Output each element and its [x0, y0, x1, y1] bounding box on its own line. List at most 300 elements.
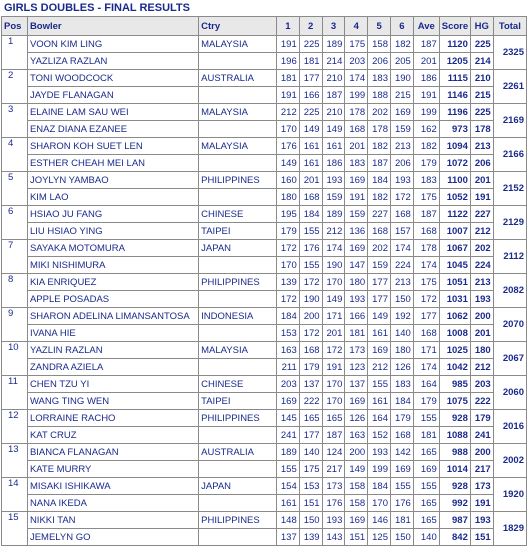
bowler-name-cell: ENAZ DIANA EZANEE [27, 121, 198, 138]
average-cell: 174 [413, 359, 439, 376]
game-4-cell: 123 [345, 359, 368, 376]
position-cell: 13 [2, 444, 28, 478]
game-2-cell: 177 [299, 70, 322, 87]
position-cell: 12 [2, 410, 28, 444]
position-cell: 8 [2, 274, 28, 308]
average-cell: 155 [413, 410, 439, 427]
game-3-cell: 187 [322, 87, 345, 104]
game-3-cell: 189 [322, 206, 345, 223]
game-4-cell: 191 [345, 189, 368, 206]
game-2-cell: 168 [299, 189, 322, 206]
game-2-cell: 155 [299, 223, 322, 240]
country-cell: PHILIPPINES [199, 410, 277, 427]
score-cell: 987 [439, 512, 470, 529]
score-cell: 1088 [439, 427, 470, 444]
country-cell: MALAYSIA [199, 138, 277, 155]
bowler-name-cell: LORRAINE RACHO [27, 410, 198, 427]
game-5-cell: 169 [368, 342, 391, 359]
game-3-cell: 187 [322, 427, 345, 444]
game-1-cell: 154 [276, 478, 299, 495]
game-3-cell: 193 [322, 172, 345, 189]
game-3-cell: 149 [322, 121, 345, 138]
game-4-cell: 200 [345, 444, 368, 461]
game-2-cell: 175 [299, 461, 322, 478]
game-3-cell: 165 [322, 410, 345, 427]
game-1-cell: 148 [276, 512, 299, 529]
country-cell: PHILIPPINES [199, 274, 277, 291]
team-total-cell: 2129 [493, 206, 526, 240]
game-6-cell: 181 [391, 512, 414, 529]
table-row [2, 70, 527, 87]
game-2-cell: 200 [299, 308, 322, 325]
game-3-cell: 159 [322, 189, 345, 206]
game-6-cell: 150 [391, 529, 414, 546]
game-3-cell: 193 [322, 512, 345, 529]
average-cell: 174 [413, 257, 439, 274]
bowler-name-cell: KAT CRUZ [27, 427, 198, 444]
high-game-cell: 178 [470, 121, 493, 138]
score-cell: 1067 [439, 240, 470, 257]
average-cell: 168 [413, 325, 439, 342]
game-6-cell: 205 [391, 53, 414, 70]
score-cell: 928 [439, 410, 470, 427]
position-cell: 2 [2, 70, 28, 104]
game-1-cell: 149 [276, 155, 299, 172]
game-5-cell: 184 [368, 172, 391, 189]
game-5-cell: 168 [368, 223, 391, 240]
table-row [2, 325, 527, 342]
high-game-cell: 151 [470, 529, 493, 546]
average-cell: 179 [413, 155, 439, 172]
bowler-name-cell: NIKKI TAN [27, 512, 198, 529]
average-cell: 165 [413, 444, 439, 461]
col-header-hg: HG [470, 17, 493, 36]
game-6-cell: 157 [391, 223, 414, 240]
average-cell: 183 [413, 172, 439, 189]
game-1-cell: 191 [276, 36, 299, 53]
country-cell: CHINESE [199, 376, 277, 393]
col-header-game-6: 6 [391, 17, 414, 36]
table-row [2, 104, 527, 121]
table-row [2, 87, 527, 104]
country-cell: PHILIPPINES [199, 172, 277, 189]
average-cell: 199 [413, 104, 439, 121]
results-table [1, 16, 527, 546]
game-6-cell: 184 [391, 393, 414, 410]
table-row [2, 240, 527, 257]
average-cell: 182 [413, 138, 439, 155]
team-total-cell: 2060 [493, 376, 526, 410]
score-cell: 1007 [439, 223, 470, 240]
score-cell: 1031 [439, 291, 470, 308]
col-header-ctry: Ctry [199, 17, 277, 36]
game-3-cell: 189 [322, 36, 345, 53]
game-4-cell: 151 [345, 529, 368, 546]
col-header-total: Total [493, 17, 526, 36]
bowler-name-cell: YAZLIN RAZLAN [27, 342, 198, 359]
game-2-cell: 140 [299, 444, 322, 461]
header-row [2, 17, 527, 36]
country-cell [199, 359, 277, 376]
game-6-cell: 213 [391, 274, 414, 291]
game-6-cell: 183 [391, 376, 414, 393]
game-3-cell: 217 [322, 461, 345, 478]
game-1-cell: 161 [276, 495, 299, 512]
bowler-name-cell: KIM LAO [27, 189, 198, 206]
game-5-cell: 149 [368, 308, 391, 325]
game-5-cell: 170 [368, 495, 391, 512]
game-1-cell: 153 [276, 325, 299, 342]
high-game-cell: 201 [470, 172, 493, 189]
position-cell: 6 [2, 206, 28, 240]
score-cell: 1052 [439, 189, 470, 206]
average-cell: 171 [413, 342, 439, 359]
game-4-cell: 175 [345, 36, 368, 53]
game-6-cell: 179 [391, 410, 414, 427]
country-cell [199, 121, 277, 138]
game-5-cell: 177 [368, 291, 391, 308]
game-3-cell: 210 [322, 70, 345, 87]
bowler-name-cell: SAYAKA MOTOMURA [27, 240, 198, 257]
game-5-cell: 202 [368, 240, 391, 257]
game-3-cell: 190 [322, 257, 345, 274]
game-5-cell: 199 [368, 461, 391, 478]
bowler-name-cell: BIANCA FLANAGAN [27, 444, 198, 461]
results-title: GIRLS DOUBLES - FINAL RESULTS [4, 2, 190, 14]
game-6-cell: 155 [391, 478, 414, 495]
game-4-cell: 166 [345, 308, 368, 325]
game-5-cell: 202 [368, 104, 391, 121]
table-row [2, 376, 527, 393]
game-2-cell: 225 [299, 36, 322, 53]
country-cell [199, 189, 277, 206]
table-row [2, 427, 527, 444]
game-1-cell: 172 [276, 240, 299, 257]
game-6-cell: 224 [391, 257, 414, 274]
game-1-cell: 203 [276, 376, 299, 393]
game-5-cell: 188 [368, 87, 391, 104]
game-1-cell: 212 [276, 104, 299, 121]
team-total-cell: 2325 [493, 36, 526, 70]
high-game-cell: 193 [470, 291, 493, 308]
game-2-cell: 184 [299, 206, 322, 223]
game-4-cell: 147 [345, 257, 368, 274]
high-game-cell: 191 [470, 495, 493, 512]
game-3-cell: 161 [322, 138, 345, 155]
game-2-cell: 225 [299, 104, 322, 121]
bowler-name-cell: SHARON KOH SUET LEN [27, 138, 198, 155]
game-1-cell: 137 [276, 529, 299, 546]
score-cell: 928 [439, 478, 470, 495]
country-cell: JAPAN [199, 240, 277, 257]
game-5-cell: 227 [368, 206, 391, 223]
bowler-name-cell: APPLE POSADAS [27, 291, 198, 308]
game-1-cell: 176 [276, 138, 299, 155]
country-cell [199, 495, 277, 512]
game-2-cell: 190 [299, 291, 322, 308]
game-5-cell: 158 [368, 36, 391, 53]
game-2-cell: 168 [299, 342, 322, 359]
team-total-cell: 2002 [493, 444, 526, 478]
game-5-cell: 161 [368, 325, 391, 342]
game-4-cell: 201 [345, 138, 368, 155]
bowler-name-cell: ELAINE LAM SAU WEI [27, 104, 198, 121]
game-3-cell: 170 [322, 274, 345, 291]
score-cell: 1072 [439, 155, 470, 172]
game-6-cell: 180 [391, 342, 414, 359]
game-5-cell: 182 [368, 138, 391, 155]
country-cell [199, 257, 277, 274]
game-4-cell: 158 [345, 478, 368, 495]
team-total-cell: 2016 [493, 410, 526, 444]
table-row [2, 189, 527, 206]
average-cell: 187 [413, 206, 439, 223]
game-4-cell: 173 [345, 342, 368, 359]
game-5-cell: 182 [368, 189, 391, 206]
game-4-cell: 199 [345, 87, 368, 104]
game-1-cell: 172 [276, 291, 299, 308]
game-2-cell: 137 [299, 376, 322, 393]
game-1-cell: 179 [276, 223, 299, 240]
game-6-cell: 140 [391, 325, 414, 342]
game-5-cell: 146 [368, 512, 391, 529]
col-header-ave: Ave [413, 17, 439, 36]
game-3-cell: 172 [322, 342, 345, 359]
score-cell: 1205 [439, 53, 470, 70]
game-3-cell: 170 [322, 393, 345, 410]
country-cell: MALAYSIA [199, 104, 277, 121]
game-3-cell: 191 [322, 359, 345, 376]
team-total-cell: 2070 [493, 308, 526, 342]
bowler-name-cell: CHEN TZU YI [27, 376, 198, 393]
average-cell: 186 [413, 70, 439, 87]
average-cell: 201 [413, 53, 439, 70]
bowler-name-cell: VOON KIM LING [27, 36, 198, 53]
score-cell: 1062 [439, 308, 470, 325]
game-3-cell: 186 [322, 155, 345, 172]
game-6-cell: 213 [391, 138, 414, 155]
position-cell: 10 [2, 342, 28, 376]
bowler-name-cell: TONI WOODCOCK [27, 70, 198, 87]
high-game-cell: 222 [470, 393, 493, 410]
high-game-cell: 200 [470, 308, 493, 325]
average-cell: 178 [413, 240, 439, 257]
table-row [2, 155, 527, 172]
country-cell: MALAYSIA [199, 342, 277, 359]
col-header-game-5: 5 [368, 17, 391, 36]
bowler-name-cell: NANA IKEDA [27, 495, 198, 512]
game-2-cell: 153 [299, 478, 322, 495]
game-4-cell: 168 [345, 121, 368, 138]
col-header-game-3: 3 [322, 17, 345, 36]
game-5-cell: 155 [368, 376, 391, 393]
bowler-name-cell: LIU HSIAO YING [27, 223, 198, 240]
table-row [2, 410, 527, 427]
table-row [2, 529, 527, 546]
game-6-cell: 169 [391, 104, 414, 121]
team-total-cell: 2152 [493, 172, 526, 206]
game-2-cell: 149 [299, 121, 322, 138]
table-row [2, 444, 527, 461]
score-cell: 1075 [439, 393, 470, 410]
high-game-cell: 200 [470, 444, 493, 461]
table-row [2, 172, 527, 189]
high-game-cell: 201 [470, 325, 493, 342]
game-2-cell: 161 [299, 138, 322, 155]
game-2-cell: 179 [299, 359, 322, 376]
team-total-cell: 2169 [493, 104, 526, 138]
average-cell: 175 [413, 274, 439, 291]
game-6-cell: 168 [391, 206, 414, 223]
score-cell: 1008 [439, 325, 470, 342]
game-4-cell: 174 [345, 70, 368, 87]
game-4-cell: 193 [345, 291, 368, 308]
game-6-cell: 126 [391, 359, 414, 376]
table-row [2, 461, 527, 478]
game-3-cell: 124 [322, 444, 345, 461]
average-cell: 168 [413, 223, 439, 240]
col-header-bowler: Bowler [27, 17, 198, 36]
game-1-cell: 155 [276, 461, 299, 478]
game-2-cell: 150 [299, 512, 322, 529]
team-total-cell: 1829 [493, 512, 526, 546]
high-game-cell: 227 [470, 206, 493, 223]
game-5-cell: 164 [368, 410, 391, 427]
position-cell: 11 [2, 376, 28, 410]
score-cell: 1042 [439, 359, 470, 376]
bowler-name-cell: HSIAO JU FANG [27, 206, 198, 223]
game-3-cell: 171 [322, 308, 345, 325]
table-row [2, 223, 527, 240]
team-total-cell: 2166 [493, 138, 526, 172]
game-3-cell: 143 [322, 529, 345, 546]
game-2-cell: 166 [299, 87, 322, 104]
score-cell: 1051 [439, 274, 470, 291]
high-game-cell: 179 [470, 410, 493, 427]
high-game-cell: 202 [470, 240, 493, 257]
score-cell: 1045 [439, 257, 470, 274]
game-1-cell: 170 [276, 121, 299, 138]
average-cell: 140 [413, 529, 439, 546]
game-1-cell: 181 [276, 70, 299, 87]
game-5-cell: 206 [368, 53, 391, 70]
score-cell: 988 [439, 444, 470, 461]
table-row [2, 53, 527, 70]
game-4-cell: 169 [345, 172, 368, 189]
score-cell: 985 [439, 376, 470, 393]
game-4-cell: 203 [345, 53, 368, 70]
team-total-cell: 2067 [493, 342, 526, 376]
country-cell: CHINESE [199, 206, 277, 223]
game-3-cell: 201 [322, 325, 345, 342]
bowler-name-cell: IVANA HIE [27, 325, 198, 342]
col-header-score: Score [439, 17, 470, 36]
country-cell: PHILIPPINES [199, 512, 277, 529]
game-4-cell: 149 [345, 461, 368, 478]
score-cell: 1014 [439, 461, 470, 478]
game-6-cell: 150 [391, 291, 414, 308]
game-4-cell: 183 [345, 155, 368, 172]
game-5-cell: 159 [368, 257, 391, 274]
game-2-cell: 222 [299, 393, 322, 410]
bowler-name-cell: ESTHER CHEAH MEI LAN [27, 155, 198, 172]
score-cell: 1122 [439, 206, 470, 223]
average-cell: 187 [413, 36, 439, 53]
score-cell: 1094 [439, 138, 470, 155]
country-cell: JAPAN [199, 478, 277, 495]
game-6-cell: 168 [391, 427, 414, 444]
bowler-name-cell: JAYDE FLANAGAN [27, 87, 198, 104]
game-6-cell: 142 [391, 444, 414, 461]
game-6-cell: 215 [391, 87, 414, 104]
average-cell: 172 [413, 291, 439, 308]
bowler-name-cell: SHARON ADELINA LIMANSANTOSA [27, 308, 198, 325]
game-1-cell: 145 [276, 410, 299, 427]
game-1-cell: 180 [276, 189, 299, 206]
bowler-name-cell: MISAKI ISHIKAWA [27, 478, 198, 495]
high-game-cell: 225 [470, 36, 493, 53]
average-cell: 175 [413, 189, 439, 206]
score-cell: 1146 [439, 87, 470, 104]
game-5-cell: 177 [368, 274, 391, 291]
country-cell [199, 291, 277, 308]
game-6-cell: 193 [391, 172, 414, 189]
bowler-name-cell: WANG TING WEN [27, 393, 198, 410]
position-cell: 15 [2, 512, 28, 546]
game-3-cell: 176 [322, 495, 345, 512]
game-5-cell: 161 [368, 393, 391, 410]
bowler-name-cell: JEMELYN GO [27, 529, 198, 546]
high-game-cell: 217 [470, 461, 493, 478]
table-row [2, 359, 527, 376]
high-game-cell: 191 [470, 189, 493, 206]
high-game-cell: 213 [470, 138, 493, 155]
high-game-cell: 212 [470, 223, 493, 240]
game-5-cell: 125 [368, 529, 391, 546]
game-2-cell: 165 [299, 410, 322, 427]
game-6-cell: 169 [391, 461, 414, 478]
average-cell: 164 [413, 376, 439, 393]
game-1-cell: 211 [276, 359, 299, 376]
high-game-cell: 224 [470, 257, 493, 274]
game-5-cell: 187 [368, 155, 391, 172]
table-row [2, 308, 527, 325]
high-game-cell: 203 [470, 376, 493, 393]
game-6-cell: 182 [391, 36, 414, 53]
country-cell: INDONESIA [199, 308, 277, 325]
bowler-name-cell: YAZLIZA RAZLAN [27, 53, 198, 70]
score-cell: 1025 [439, 342, 470, 359]
game-2-cell: 172 [299, 274, 322, 291]
country-cell [199, 53, 277, 70]
game-3-cell: 212 [322, 223, 345, 240]
country-cell [199, 87, 277, 104]
average-cell: 165 [413, 512, 439, 529]
game-1-cell: 169 [276, 393, 299, 410]
table-row [2, 342, 527, 359]
game-2-cell: 161 [299, 155, 322, 172]
game-2-cell: 181 [299, 53, 322, 70]
high-game-cell: 215 [470, 87, 493, 104]
table-row [2, 495, 527, 512]
game-6-cell: 206 [391, 155, 414, 172]
score-cell: 842 [439, 529, 470, 546]
bowler-name-cell: KATE MURRY [27, 461, 198, 478]
game-1-cell: 189 [276, 444, 299, 461]
game-5-cell: 183 [368, 70, 391, 87]
game-1-cell: 184 [276, 308, 299, 325]
average-cell: 169 [413, 461, 439, 478]
